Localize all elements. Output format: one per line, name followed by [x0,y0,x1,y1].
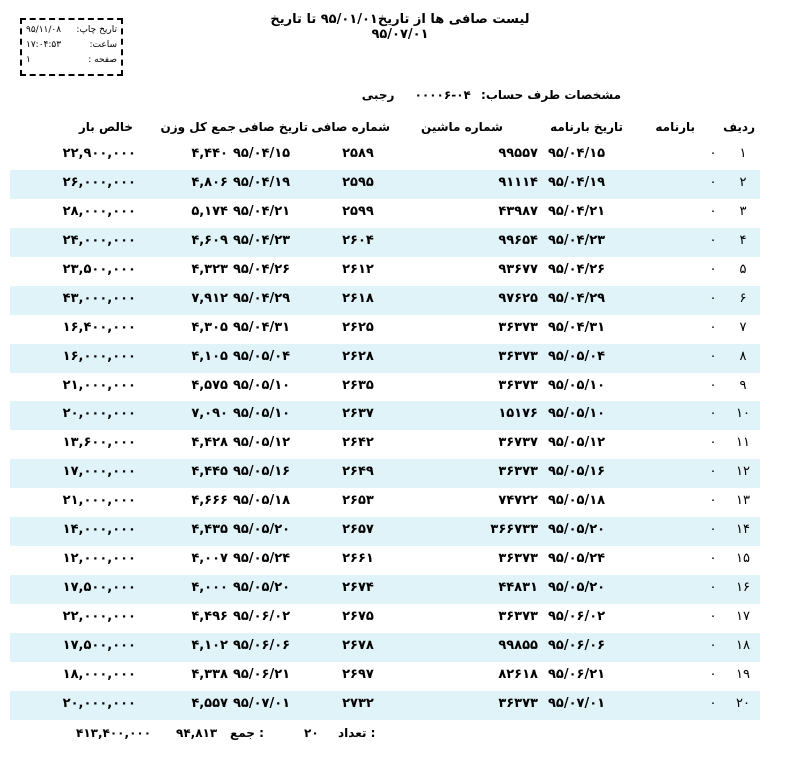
net-load: ۲۱,۰۰۰,۰۰۰ [62,493,136,509]
bill-value: ۰ [709,493,717,509]
table-row [0,170,793,199]
bill-date: ۹۵/۰۷/۰۱ [548,695,606,711]
total-weight: ۴,۴۲۸ [191,435,228,451]
net-date: ۹۵/۰۴/۱۵ [233,146,291,161]
truck-number: ۹۹۶۵۴ [498,232,538,248]
net-date: ۹۵/۰۵/۲۴ [233,551,291,567]
net-date: ۹۵/۰۵/۰۴ [233,348,291,364]
truck-number: ۳۶۷۳۷ [498,435,538,451]
net-date: ۹۵/۰۴/۱۹ [233,174,291,190]
truck-number: ۱۵۱۷۶ [498,406,538,422]
table-body [0,141,793,720]
row-index: ۲۰ [736,695,750,711]
bill-date: ۹۵/۰۴/۲۹ [548,290,606,306]
row-index: ۴ [739,232,747,248]
table-row [0,604,793,633]
net-date: ۹۵/۰۴/۲۹ [233,290,291,306]
net-load: ۱۳,۶۰۰,۰۰۰ [62,435,136,451]
bill-date: ۹۵/۰۵/۰۴ [548,348,606,364]
net-number: ۲۵۹۹ [342,203,374,219]
table-row [0,141,793,170]
row-index: ۹ [739,377,747,393]
table-row [0,373,793,402]
header-bill-date: تاریخ بارنامه [550,120,623,134]
bill-value: ۰ [709,580,717,596]
net-date: ۹۵/۰۷/۰۱ [233,695,291,711]
account-code: ۰۴-۰۰۰۰۶ [414,88,471,102]
row-index: ۱۰ [736,406,750,422]
bill-date: ۹۵/۰۵/۲۰ [548,580,606,596]
bill-date: ۹۵/۰۵/۲۰ [548,522,606,538]
row-index: ۱ [739,146,747,161]
net-date: ۹۵/۰۵/۱۰ [233,377,291,393]
truck-number: ۹۱۱۱۴ [498,174,538,190]
total-weight: ۴,۵۵۷ [191,695,228,711]
truck-number: ۴۴۸۳۱ [498,580,538,596]
bill-date: ۹۵/۰۵/۱۶ [548,464,606,480]
net-load: ۲۳,۵۰۰,۰۰۰ [62,261,136,277]
net-number: ۲۶۱۲ [342,261,374,277]
net-number: ۲۶۴۲ [342,435,374,451]
total-weight: ۴,۱۰۲ [191,637,228,653]
total-weight: ۴,۴۹۶ [191,609,228,624]
net-number: ۲۶۰۴ [342,232,374,248]
net-load: ۲۴,۰۰۰,۰۰۰ [62,232,136,248]
net-number: ۲۶۳۵ [342,377,374,393]
net-total: ۴۱۳,۴۰۰,۰۰۰ [76,726,152,740]
print-date-value: ۹۵/۱۱/۰۸ [26,24,62,35]
net-date: ۹۵/۰۴/۲۱ [233,203,291,219]
net-load: ۱۷,۰۰۰,۰۰۰ [62,464,136,480]
header-net-no: شماره صافی [311,120,390,134]
row-index: ۲ [739,174,747,190]
bill-value: ۰ [709,348,717,364]
print-time-label: ساعت: [89,39,117,50]
page-label: صفحه : [88,54,117,65]
truck-number: ۳۶۶۷۳۳ [490,522,538,538]
bill-value: ۰ [709,666,717,682]
row-index: ۱۳ [736,493,750,509]
print-date-line [26,22,117,37]
print-date-label: تاریخ چاپ: [76,24,117,35]
row-index: ۱۵ [736,551,750,567]
truck-number: ۳۶۳۷۳ [498,551,538,567]
table-footer [0,724,793,746]
row-index: ۱۱ [736,435,750,451]
net-date: ۹۵/۰۶/۰۲ [233,609,291,624]
net-load: ۴۳,۰۰۰,۰۰۰ [62,290,136,306]
net-number: ۲۶۱۸ [342,290,374,306]
count-value: ۲۰ [304,726,319,740]
account-name: رجبی [361,88,395,102]
total-weight: ۷,۹۱۲ [191,290,228,306]
row-index: ۶ [739,290,747,306]
bill-date: ۹۵/۰۵/۱۸ [548,493,606,509]
truck-number: ۳۶۳۷۳ [498,464,538,480]
total-weight: ۴,۰۰۷ [191,551,228,567]
bill-date: ۹۵/۰۵/۱۲ [548,435,606,451]
net-number: ۲۵۹۵ [342,174,374,190]
total-weight: ۴,۴۴۵ [191,464,228,480]
truck-number: ۳۶۳۷۳ [498,695,538,711]
print-time-line [26,37,117,52]
truck-number: ۳۶۳۷۳ [498,348,538,364]
table-row [0,257,793,286]
net-load: ۱۲,۰۰۰,۰۰۰ [62,551,136,567]
total-weight: ۴,۳۳۸ [191,666,228,682]
bill-value: ۰ [709,609,717,624]
net-load: ۱۸,۰۰۰,۰۰۰ [62,666,136,682]
total-weight: ۴,۴۳۵ [191,522,228,538]
bill-value: ۰ [709,290,717,306]
header-row-no: ردیف [723,120,755,134]
net-date: ۹۵/۰۵/۱۶ [233,464,291,480]
account-label: مشخصات طرف حساب: [481,88,621,102]
bill-value: ۰ [709,695,717,711]
table-row [0,662,793,691]
bill-date: ۹۵/۰۵/۱۰ [548,377,606,393]
truck-number: ۳۶۳۷۳ [498,377,538,393]
net-load: ۲۱,۰۰۰,۰۰۰ [62,377,136,393]
row-index: ۵ [739,261,747,277]
net-date: ۹۵/۰۵/۱۰ [233,406,291,422]
net-load: ۲۰,۰۰۰,۰۰۰ [62,695,136,711]
total-weight: ۴,۸۰۶ [191,174,228,190]
table-row [0,575,793,604]
net-number: ۲۶۴۹ [342,464,374,480]
truck-number: ۹۹۵۵۷ [498,146,538,161]
bill-date: ۹۵/۰۴/۳۱ [548,319,606,335]
sum-label: جمع : [230,726,264,740]
total-weight: ۴,۶۰۹ [191,232,228,248]
net-number: ۲۷۳۲ [342,695,374,711]
net-number: ۲۶۹۷ [342,666,374,682]
net-load: ۲۰,۰۰۰,۰۰۰ [62,406,136,422]
net-load: ۱۶,۴۰۰,۰۰۰ [62,319,136,335]
header-bill: بارنامه [655,120,695,134]
net-number: ۲۶۲۸ [342,348,374,364]
table-row [0,228,793,257]
net-load: ۲۶,۰۰۰,۰۰۰ [62,174,136,190]
weight-total: ۹۴,۸۱۳ [176,726,218,740]
total-weight: ۵,۱۷۴ [191,203,228,219]
row-index: ۱۲ [736,464,750,480]
table-row [0,199,793,228]
net-number: ۲۶۵۷ [342,522,374,538]
net-load: ۱۷,۵۰۰,۰۰۰ [62,580,136,596]
bill-value: ۰ [709,377,717,393]
bill-date: ۹۵/۰۶/۰۲ [548,609,606,624]
header-net-load: خالص بار [78,120,133,134]
total-weight: ۷,۰۹۰ [191,406,228,422]
table-row [0,286,793,315]
net-date: ۹۵/۰۴/۲۳ [233,232,291,248]
bill-date: ۹۵/۰۴/۱۹ [548,174,606,190]
truck-number: ۹۳۶۷۷ [498,261,538,277]
net-number: ۲۶۷۴ [342,580,374,596]
bill-date: ۹۵/۰۵/۱۰ [548,406,606,422]
total-weight: ۴,۰۰۰ [191,580,228,596]
table-row [0,517,793,546]
total-weight: ۴,۵۷۵ [191,377,228,393]
table-row [0,633,793,662]
account-info [362,88,621,102]
net-load: ۱۴,۰۰۰,۰۰۰ [62,522,136,538]
row-index: ۱۷ [736,609,750,624]
net-date: ۹۵/۰۵/۲۰ [233,580,291,596]
bill-value: ۰ [709,203,717,219]
total-weight: ۴,۱۰۵ [191,348,228,364]
net-number: ۲۵۸۹ [342,146,374,161]
net-date: ۹۵/۰۵/۱۲ [233,435,291,451]
row-index: ۳ [739,203,747,219]
bill-value: ۰ [709,637,717,653]
row-index: ۸ [739,348,747,364]
total-weight: ۴,۶۶۶ [191,493,228,509]
total-weight: ۴,۳۲۳ [191,261,228,277]
net-number: ۲۶۳۷ [342,406,374,422]
net-load: ۲۲,۰۰۰,۰۰۰ [62,609,136,624]
table-row [0,401,793,430]
net-load: ۱۷,۵۰۰,۰۰۰ [62,637,136,653]
row-index: ۱۶ [736,580,750,596]
table-row [0,546,793,575]
table-row [0,430,793,459]
net-date: ۹۵/۰۵/۱۸ [233,493,291,509]
bill-value: ۰ [709,261,717,277]
table-row [0,344,793,373]
table-row [0,488,793,517]
report-title: لیست صافی ها از تاریخ۹۵/۰۱/۰۱ تا تاریخ ۹۵/۰۷/۰۱ [270,12,530,42]
page-value: ۱ [26,54,31,65]
table-row [0,315,793,344]
net-date: ۹۵/۰۴/۳۱ [233,319,291,335]
row-index: ۱۹ [736,666,750,682]
row-index: ۱۸ [736,637,750,653]
truck-number: ۹۷۶۲۵ [498,290,538,306]
bill-value: ۰ [709,406,717,422]
bill-date: ۹۵/۰۴/۱۵ [548,146,606,161]
bill-value: ۰ [709,435,717,451]
header-total-weight: جمع کل وزن [160,120,236,134]
truck-number: ۸۲۶۱۸ [498,666,538,682]
table-row [0,459,793,488]
bill-value: ۰ [709,174,717,190]
bill-value: ۰ [709,464,717,480]
net-load: ۲۸,۰۰۰,۰۰۰ [62,203,136,219]
bill-value: ۰ [709,522,717,538]
count-label: تعداد : [338,726,376,740]
table-header [0,116,793,142]
truck-number: ۷۴۷۲۲ [498,493,538,509]
net-date: ۹۵/۰۵/۲۰ [233,522,291,538]
bill-date: ۹۵/۰۶/۰۶ [548,637,606,653]
header-truck-no: شماره ماشین [421,120,503,134]
bill-date: ۹۵/۰۴/۲۶ [548,261,606,277]
print-time-value: ۱۷:۰۴:۵۳ [26,39,62,50]
net-number: ۲۶۲۵ [342,319,374,335]
row-index: ۱۴ [736,522,750,538]
truck-number: ۴۳۹۸۷ [498,203,538,219]
bill-date: ۹۵/۰۴/۲۳ [548,232,606,248]
bill-value: ۰ [709,232,717,248]
table-row [0,691,793,720]
bill-date: ۹۵/۰۵/۲۴ [548,551,606,567]
net-number: ۲۶۷۸ [342,637,374,653]
bill-value: ۰ [709,319,717,335]
truck-number: ۹۹۸۵۵ [498,637,538,653]
truck-number: ۳۶۳۷۳ [498,609,538,624]
net-number: ۲۶۷۵ [342,609,374,624]
net-number: ۲۶۶۱ [342,551,374,567]
bill-value: ۰ [709,551,717,567]
header-net-date: تاریخ صافی [238,120,308,134]
net-date: ۹۵/۰۶/۰۶ [233,637,291,653]
bill-date: ۹۵/۰۶/۲۱ [548,666,606,682]
bill-date: ۹۵/۰۴/۲۱ [548,203,606,219]
row-index: ۷ [739,319,747,335]
bill-value: ۰ [709,146,717,161]
net-load: ۲۲,۹۰۰,۰۰۰ [62,146,136,161]
net-load: ۱۶,۰۰۰,۰۰۰ [62,348,136,364]
total-weight: ۴,۳۰۵ [191,319,228,335]
net-date: ۹۵/۰۴/۲۶ [233,261,291,277]
net-number: ۲۶۵۳ [342,493,374,509]
print-info-box [20,18,123,76]
page-number-line [26,52,117,67]
net-date: ۹۵/۰۶/۲۱ [233,666,291,682]
total-weight: ۴,۴۴۰ [191,146,228,161]
truck-number: ۳۶۳۷۳ [498,319,538,335]
